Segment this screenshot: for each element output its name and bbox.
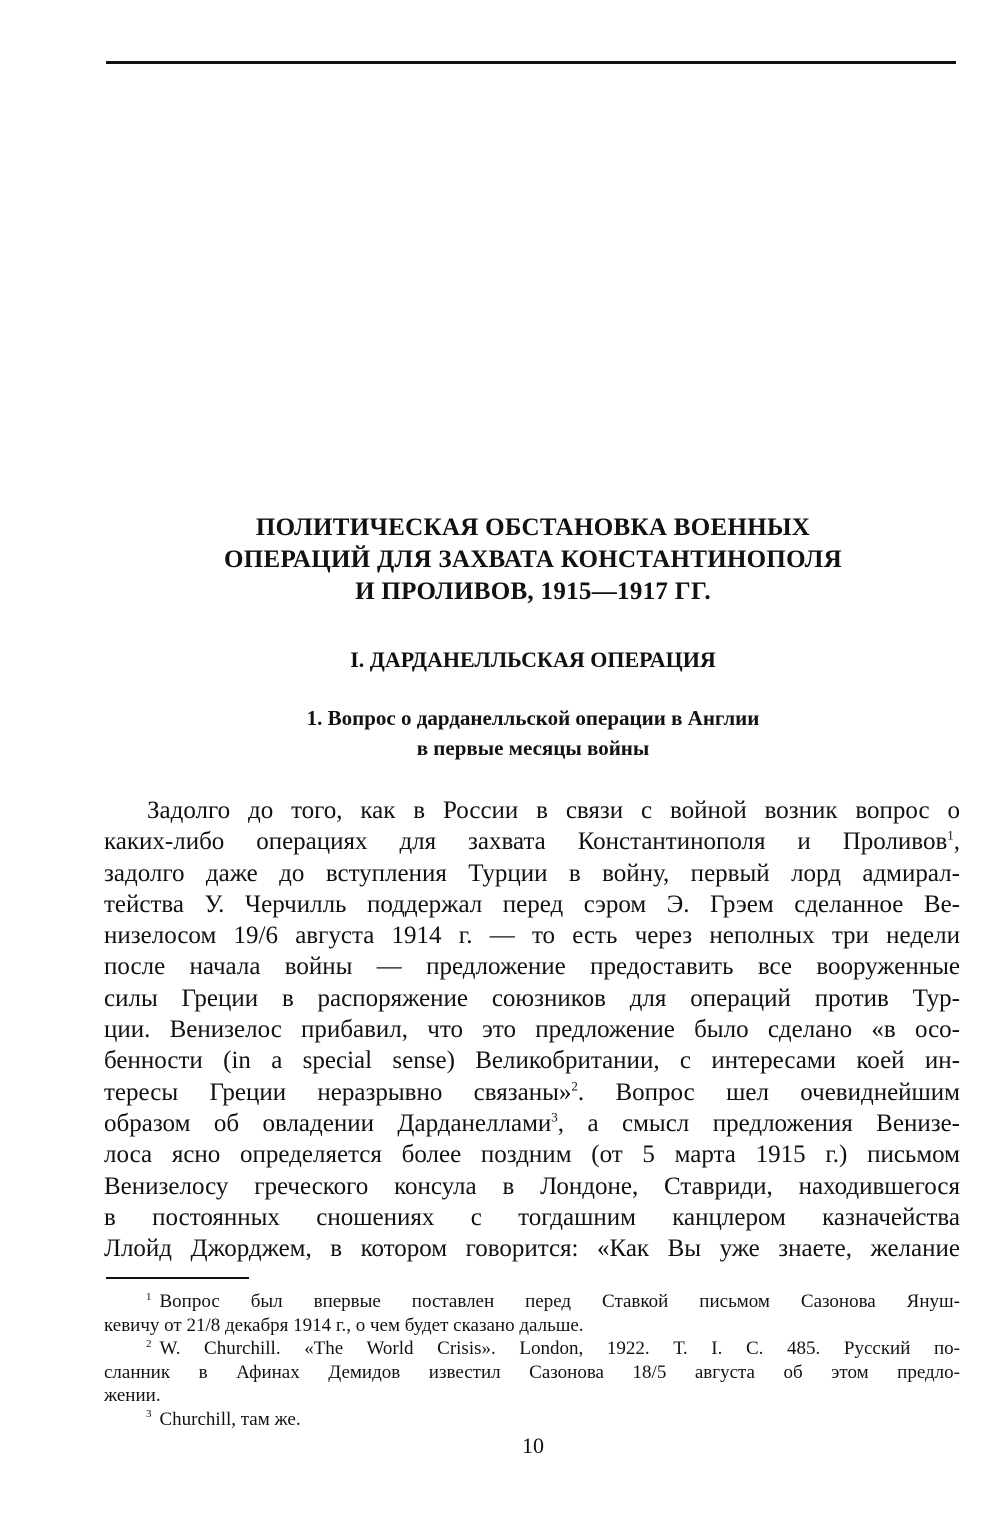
subsection-line: 1. Вопрос о дарданелльской операции в Англии — [306, 706, 760, 730]
text-line: силы Греции в распоряжение союзников для операций против Тур- — [104, 984, 960, 1012]
text-line: после начала войны — предложение предоставить все вооруженные — [104, 953, 960, 981]
title-line: ОПЕРАЦИЙ ДЛЯ ЗАХВАТА КОНСТАНТИНОПОЛЯ — [224, 546, 842, 573]
text-line: Венизелосу греческого консула в Лондоне, Ставриди, находившегося — [104, 1172, 960, 1200]
text-segment: , а смысл предложения Венизе- — [557, 1109, 960, 1137]
text-line: тейства У. Черчилль поддержал перед сэром Э. Грэем сделанное Ве- — [104, 890, 960, 918]
footnote-rule — [106, 1277, 249, 1279]
text-line: в постоянных сношениях с тогдашним канцлером казначейства — [104, 1203, 960, 1231]
text-line — [104, 1108, 960, 1139]
footnote-line: кевичу от 21/8 декабря 1914 г., о чем будет сказано дальше. — [104, 1314, 584, 1336]
subsection-heading — [100, 703, 966, 763]
text-segment: . Вопрос шел очевиднейшим — [577, 1078, 960, 1106]
text-line — [104, 1077, 960, 1108]
footnote-mark: 2 — [146, 1337, 152, 1350]
section-heading: I. ДАРДАНЕЛЛЬСКАЯ ОПЕРАЦИЯ — [350, 647, 716, 672]
text-line — [104, 826, 960, 857]
subsection-line: в первые месяцы войны — [416, 736, 650, 760]
footnote-ref: 3 — [551, 1109, 558, 1125]
text-line: лоса ясно определяется более поздним (от 5 марта 1915 г.) письмом — [104, 1141, 960, 1169]
title-line: ПОЛИТИЧЕСКАЯ ОБСТАНОВКА ВОЕННЫХ — [255, 514, 811, 541]
chapter-title — [100, 512, 966, 608]
footnote-ref: 2 — [571, 1078, 578, 1094]
footnote-1 — [104, 1290, 960, 1314]
top-rule — [106, 61, 956, 64]
footnote-line: жении. — [104, 1385, 161, 1406]
text-line: низелосом 19/6 августа 1914 г. — то есть через неполных три недели — [104, 922, 960, 950]
title-line: И ПРОЛИВОВ, 1915—1917 ГГ. — [355, 578, 711, 605]
footnote-mark: 3 — [146, 1408, 152, 1421]
footnotes — [104, 1290, 960, 1431]
footnote-ref: 1 — [947, 827, 954, 843]
text-line: Ллойд Джорджем, в котором говорится: «Как Вы уже знаете, желание — [104, 1235, 960, 1263]
footnote-3 — [104, 1408, 960, 1432]
text-line: задолго даже до вступления Турции в войну, первый лорд адмирал- — [104, 859, 960, 887]
text-line: Задолго до того, как в России в связи с войной возник вопрос о — [147, 797, 960, 824]
footnote-text: Вопрос был впервые поставлен перед Ставкой письмом Сазонова Януш- — [159, 1291, 960, 1312]
text-segment: каких-либо операциях для захвата Константинополя и Проливов — [104, 828, 948, 856]
text-segment: образом об овладении Дарданеллами — [104, 1109, 552, 1137]
page-number: 10 — [522, 1433, 544, 1458]
footnote-text: Churchill, там же. — [159, 1408, 301, 1430]
text-segment: , — [953, 828, 960, 856]
footnote-2 — [104, 1337, 960, 1361]
footnote-line: сланник в Афинах Демидов известил Сазонова 18/5 августа об этом предло- — [104, 1361, 960, 1383]
body-paragraph — [104, 795, 960, 1264]
footnote-text: W. Churchill. «The World Crisis». London, 1922. Т. I. С. 485. Русский по- — [159, 1338, 960, 1359]
footnote-mark: 1 — [146, 1290, 152, 1303]
text-line: бенности (in a special sense) Великобритании, с интересами коей ин- — [104, 1047, 960, 1075]
text-line: ции. Венизелос прибавил, что это предложение было сделано «в осо- — [104, 1016, 960, 1044]
text-segment: тересы Греции неразрывно связаны» — [104, 1078, 572, 1106]
